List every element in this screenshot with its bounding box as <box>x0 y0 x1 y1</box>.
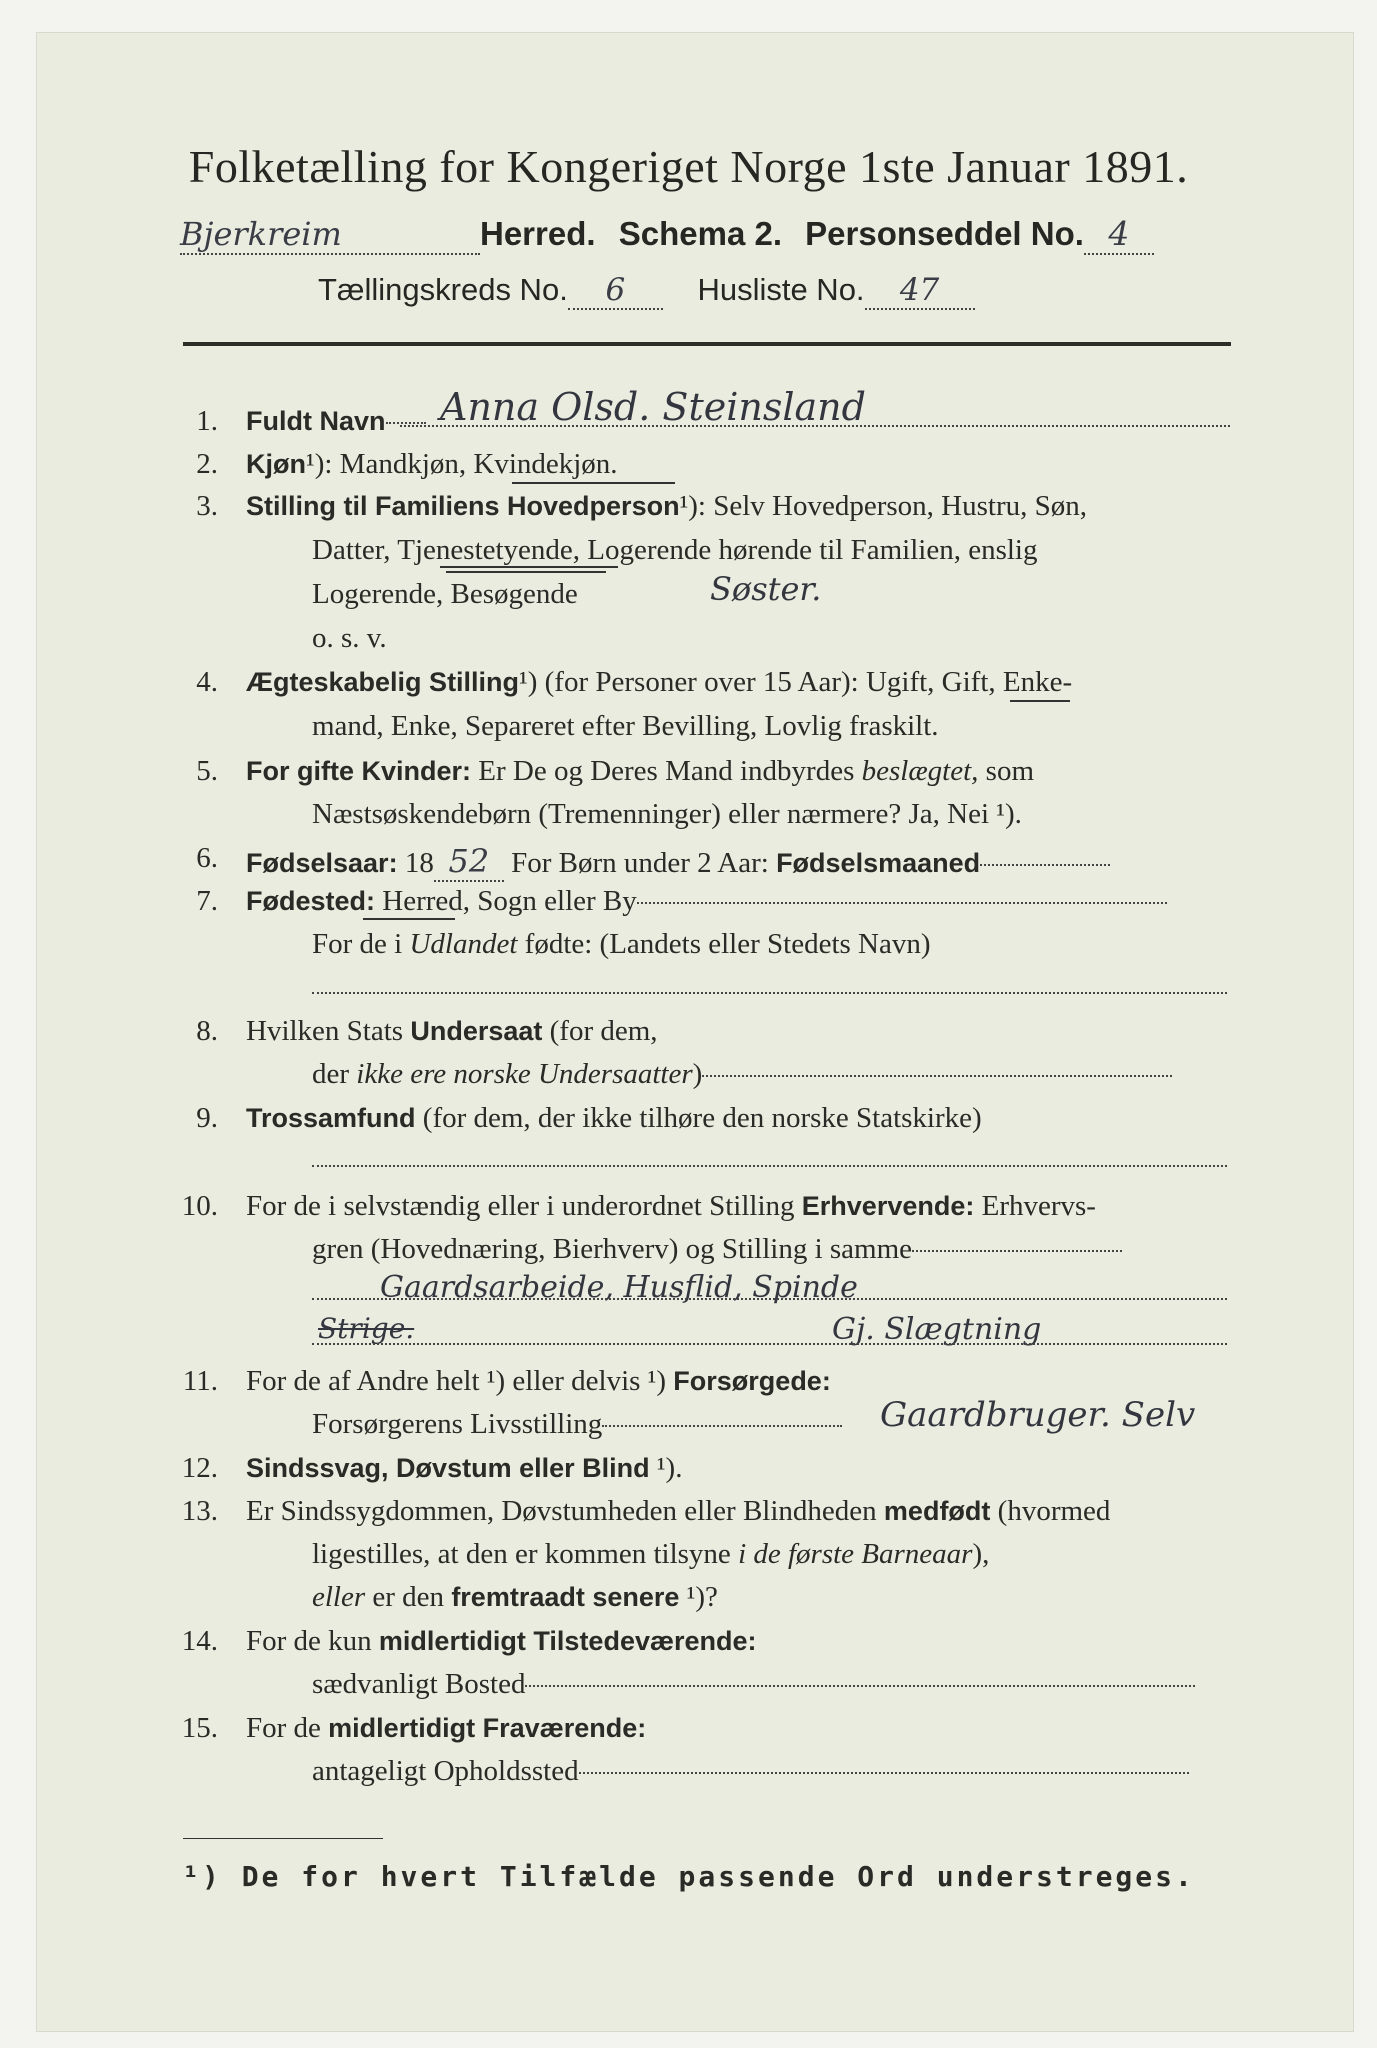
q10-answer-a: Gaardsarbeide, Husflid, Spinde <box>380 1270 858 1305</box>
q1-answer: Anna Olsd. Steinsland <box>440 385 866 429</box>
q7-text-b-italic: Udlandet <box>409 928 518 960</box>
q15-line-a <box>246 1712 646 1745</box>
q12-number: 12. <box>181 1452 218 1484</box>
q2-label: Kjøn <box>246 449 306 479</box>
q9-text: (for dem, der ikke tilhøre den norske Statskirke) <box>415 1102 982 1134</box>
q3-line-a <box>246 490 1087 523</box>
q14-line-b <box>312 1668 1195 1701</box>
q2-underline-kvindekjon <box>512 482 675 484</box>
census-sheet <box>36 32 1354 2032</box>
q10-line-b <box>312 1233 1122 1266</box>
q2-number: 2. <box>196 448 218 480</box>
q3-text-c: Logerende, Besøgende <box>312 578 578 610</box>
personseddel-value: 4 <box>1084 214 1154 255</box>
q5-label-b: gifte Kvinder: <box>297 756 472 786</box>
q5-text-a: Er De og Deres Mand indbyrdes <box>471 755 862 787</box>
q13-line-a <box>246 1495 1110 1528</box>
q7-label: Fødested: <box>246 886 376 916</box>
q10-text-a1: For de i selvstændig eller i underordnet Stilling <box>246 1190 802 1222</box>
q12-label: Sindssvag, Døvstum eller Blind <box>246 1453 650 1483</box>
q4-text-a: ¹) (for Personer over 15 Aar): Ugift, Gift, Enke- <box>519 666 1073 698</box>
q6-answer: 52 <box>434 842 504 882</box>
herred-value: Bjerkreim <box>180 215 480 255</box>
q4-underline-ugift <box>1010 700 1070 702</box>
header-rule <box>183 342 1231 346</box>
q10-text-a2: Erhvervs- <box>974 1190 1096 1222</box>
q11-label: Forsørgede: <box>673 1366 831 1396</box>
q8-text-a1: Hvilken Stats <box>246 1015 411 1047</box>
q5-label-a: For <box>246 756 297 786</box>
q7-line-a <box>246 885 1167 918</box>
q14-text-a1: For de kun <box>246 1625 379 1657</box>
q7-underline-herred <box>363 918 455 920</box>
q15-text-a1: For de <box>246 1712 329 1744</box>
q13-text-a1: Er Sindssygdommen, Døvstumheden eller Blindheden <box>246 1495 884 1527</box>
q10-text-b: gren (Hovednæring, Bierhverv) og Stilling i samme <box>312 1233 913 1265</box>
q10-label: Erhvervende: <box>801 1191 975 1221</box>
q8-text-b1: der <box>312 1058 357 1090</box>
q13-text-c1: er den <box>365 1581 452 1613</box>
q13-label: medfødt <box>883 1496 991 1526</box>
q3-number: 3. <box>196 490 218 522</box>
q10-answer-b: Strige. <box>318 1312 415 1345</box>
q6-text-b: For Børn under 2 Aar: <box>503 847 777 879</box>
q7-line-b <box>312 928 931 961</box>
q7-text-b1: For de i <box>312 928 410 960</box>
q8-text-a2: (for dem, <box>542 1015 658 1047</box>
q9-dotted-line <box>312 1165 1227 1167</box>
q11-text-a1: For de af Andre helt ¹) eller delvis ¹) <box>246 1365 674 1397</box>
q14-label: midlertidigt Tilstedeværende: <box>378 1626 757 1656</box>
q5-text-b: Næstsøskendebørn (Tremenninger) eller nærmere? Ja, Nei ¹). <box>312 798 1022 830</box>
q3-answer: Søster. <box>710 570 822 608</box>
q8-text-b-italic: ikke ere norske Undersaatter <box>356 1058 693 1090</box>
q13-line-b <box>312 1538 989 1571</box>
q1-line <box>246 405 426 438</box>
taellingskreds-value: 6 <box>568 272 663 310</box>
kreds-line <box>318 272 975 310</box>
q15-label: midlertidigt Fraværende: <box>328 1713 647 1743</box>
q5-number: 5. <box>196 755 218 787</box>
q6-label: Fødselsaar: <box>246 848 398 878</box>
q11-line-a <box>246 1365 831 1398</box>
q3-text-d: o. s. v. <box>312 622 387 654</box>
q2-text: ¹): Mandkjøn, Kvindekjøn. <box>306 448 618 480</box>
q13-text-a2: (hvormed <box>990 1495 1111 1527</box>
q13-text-c-italic: eller <box>312 1581 366 1613</box>
q4-label: Ægteskabelig Stilling <box>246 667 520 697</box>
personseddel-label: Personseddel No. <box>805 215 1084 252</box>
herred-line <box>180 214 1154 255</box>
q13-text-b-italic: i de første Barneaar <box>738 1538 973 1570</box>
q14-line-a <box>246 1625 757 1658</box>
q13-line-c <box>312 1581 718 1614</box>
q8-line-a <box>246 1015 658 1048</box>
q12-line <box>246 1452 682 1485</box>
q8-label: Undersaat <box>410 1016 543 1046</box>
q1-dotted-line <box>400 425 1230 427</box>
q6-label-b: Fødselsmaaned <box>776 848 981 878</box>
q11-number: 11. <box>182 1365 218 1397</box>
q14-text-b: sædvanligt Bosted <box>312 1668 526 1700</box>
husliste-label: Husliste No. <box>697 272 865 307</box>
q11-line-b <box>312 1408 842 1441</box>
q2-line <box>246 448 618 481</box>
q15-number: 15. <box>181 1712 218 1744</box>
q13-text-b1: ligestilles, at den er kommen tilsyne <box>312 1538 739 1570</box>
q8-line-b <box>312 1058 1172 1091</box>
q9-label: Trossamfund <box>246 1103 416 1133</box>
q4-line-a <box>246 666 1072 699</box>
q12-text: ¹). <box>649 1452 683 1484</box>
q1-number: 1. <box>196 405 218 437</box>
q5-line-a <box>246 755 1034 788</box>
q13-label-c: fremtraadt senere <box>451 1582 680 1612</box>
q3-text-a: ¹): Selv Hovedperson, Hustru, Søn, <box>679 490 1087 522</box>
q14-number: 14. <box>181 1625 218 1657</box>
q7-text-b2: fødte: (Landets eller Stedets Navn) <box>517 928 931 960</box>
q6-text-a: 18 <box>397 847 434 879</box>
footnote-rule <box>183 1838 383 1839</box>
q9-number: 9. <box>196 1102 218 1134</box>
q4-number: 4. <box>196 666 218 698</box>
q10-answer-c: Gj. Slægtning <box>832 1312 1042 1347</box>
q7-number: 7. <box>196 885 218 917</box>
q7-dotted-line <box>312 992 1227 994</box>
schema-label: Schema 2. <box>618 215 782 252</box>
q6-number: 6. <box>196 842 218 874</box>
q13-text-c2: ¹)? <box>679 1581 718 1613</box>
q13-number: 13. <box>181 1495 218 1527</box>
taellingskreds-label: Tællingskreds No. <box>318 272 568 307</box>
footnote: ¹) De for hvert Tilfælde passende Ord understreges. <box>182 1860 1195 1893</box>
husliste-value: 47 <box>865 272 975 310</box>
q15-text-b: antageligt Opholdssted <box>312 1755 579 1787</box>
q8-number: 8. <box>196 1015 218 1047</box>
q5-text-a-end: som <box>978 755 1034 787</box>
q4-text-b: mand, Enke, Separeret efter Bevilling, Lovlig fraskilt. <box>312 710 939 742</box>
q11-text-b: Forsørgerens Livsstilling <box>312 1408 603 1440</box>
q3-underline-tjenestetyende-2 <box>446 571 606 573</box>
q13-text-b2: ), <box>972 1538 990 1570</box>
q7-text-a: Herred, Sogn eller By <box>375 885 637 917</box>
q10-dotted-line-1 <box>312 1298 1227 1300</box>
q1-label: Fuldt Navn <box>246 406 386 436</box>
q3-text-b: Datter, Tjenestetyende, Logerende hørende til Familien, enslig <box>312 534 1038 566</box>
q10-dotted-line-2 <box>312 1343 1227 1345</box>
q3-underline-tjenestetyende <box>440 566 618 568</box>
q6-line <box>246 842 1110 882</box>
q5-text-a-italic: beslægtet, <box>861 755 979 787</box>
q11-answer: Gaardbruger. Selv <box>880 1395 1196 1435</box>
q10-line-a <box>246 1190 1096 1223</box>
q3-label: Stilling til Familiens Hovedperson <box>246 491 680 521</box>
q9-line <box>246 1102 982 1135</box>
q10-number: 10. <box>181 1190 218 1222</box>
form-title: Folketælling for Kongeriget Norge 1ste Januar 1891. <box>188 141 1189 192</box>
q15-line-b <box>312 1755 1189 1788</box>
herred-label: Herred. <box>480 215 596 252</box>
q8-text-b2: ) <box>692 1058 703 1090</box>
